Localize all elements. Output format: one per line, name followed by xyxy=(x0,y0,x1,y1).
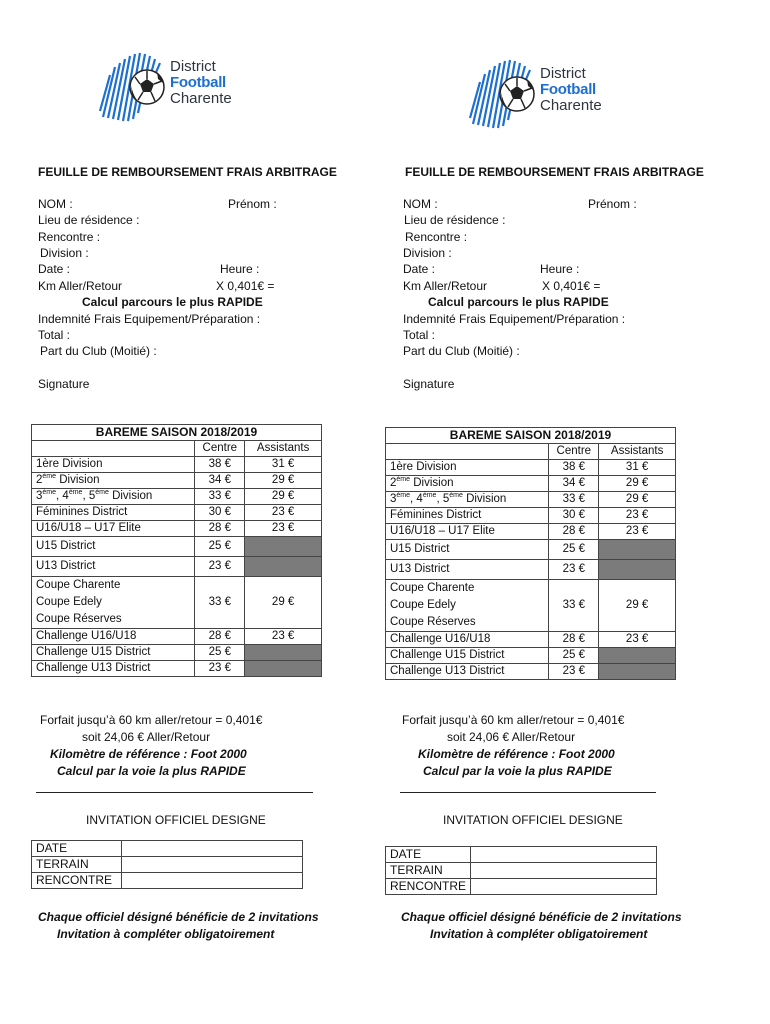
ordinal-suffix: ème xyxy=(95,489,109,497)
footer-line-1: Chaque officiel désigné bénéficie de 2 invitations xyxy=(401,910,682,924)
ordinal-suffix: ème xyxy=(68,489,83,497)
bareme-row-label-part: , 5 xyxy=(436,493,450,505)
bareme-row-label: Challenge U13 District xyxy=(32,661,195,677)
date-label: Date : xyxy=(38,262,71,276)
bareme-row-centre: 33 € xyxy=(195,577,245,629)
bareme-row-assistants xyxy=(599,664,676,680)
bareme-row-label: U16/U18 – U17 Elite xyxy=(386,524,549,540)
invitation-date-label: DATE xyxy=(32,841,122,857)
bareme-row-centre: 33 € xyxy=(549,580,599,632)
bareme-row-label-line: Coupe Edely xyxy=(36,596,102,608)
signature-label: Signature xyxy=(38,377,90,391)
prenom-label: Prénom : xyxy=(588,197,637,211)
bareme-row xyxy=(32,505,322,521)
heure-label: Heure : xyxy=(220,262,260,276)
bareme-row-label: Challenge U15 District xyxy=(386,648,549,664)
bareme-row-label xyxy=(386,492,549,508)
indemnite-label: Indemnité Frais Equipement/Préparation : xyxy=(403,312,626,326)
bareme-header-assistants: Assistants xyxy=(599,444,676,460)
nom-label: NOM : xyxy=(38,197,73,211)
bareme-row-label-part: , 4 xyxy=(410,493,423,505)
bareme-row-label: Féminines District xyxy=(32,505,195,521)
bareme-row-centre: 23 € xyxy=(195,661,245,677)
prenom-label: Prénom : xyxy=(228,197,277,211)
invitation-title: INVITATION OFFICIEL DESIGNE xyxy=(443,813,623,827)
bareme-row xyxy=(386,664,676,680)
bareme-table xyxy=(31,424,322,677)
logo-line-3: Charente xyxy=(540,97,602,114)
bareme-row xyxy=(386,508,676,524)
bareme-row-label xyxy=(32,577,195,629)
bareme-row-centre: 30 € xyxy=(195,505,245,521)
ordinal-suffix: ème xyxy=(396,492,411,500)
bareme-row-label: U13 District xyxy=(32,557,195,577)
sheet-left xyxy=(0,0,380,1024)
bareme-row-label: Challenge U16/U18 xyxy=(386,632,549,648)
bareme-row-assistants: 23 € xyxy=(245,629,322,645)
footer-line-2: Invitation à compléter obligatoirement xyxy=(57,927,275,941)
bareme-row-label: 1ère Division xyxy=(32,457,195,473)
forfait-line-2: soit 24,06 € Aller/Retour xyxy=(82,730,211,744)
bareme-row-label-line: Coupe Edely xyxy=(390,599,456,611)
bareme-row-label-part: , 5 xyxy=(82,490,96,502)
ordinal-suffix: ème xyxy=(42,489,57,497)
bareme-row xyxy=(386,524,676,540)
bareme-row-label-line: Coupe Charente xyxy=(390,582,475,594)
calcul-note: Calcul parcours le plus RAPIDE xyxy=(428,295,609,309)
bareme-row-assistants: 31 € xyxy=(599,460,676,476)
forfait-line-3: Kilomètre de référence : Foot 2000 xyxy=(50,747,247,761)
lieu-label: Lieu de résidence : xyxy=(404,213,506,227)
logo-line-1: District xyxy=(170,58,216,75)
bareme-header-centre: Centre xyxy=(549,444,599,460)
bareme-row-centre: 30 € xyxy=(549,508,599,524)
km-rate: X 0,401€ = xyxy=(542,279,601,293)
forfait-line-3: Kilomètre de référence : Foot 2000 xyxy=(418,747,615,761)
signature-label: Signature xyxy=(403,377,455,391)
bareme-row-centre: 23 € xyxy=(549,560,599,580)
forfait-line-1: Forfait jusqu’à 60 km aller/retour = 0,401€ xyxy=(402,713,625,727)
bareme-row-assistants: 23 € xyxy=(245,505,322,521)
bareme-row xyxy=(32,537,322,557)
forfait-line-1: Forfait jusqu’à 60 km aller/retour = 0,401€ xyxy=(40,713,263,727)
logo-text xyxy=(170,59,232,107)
bareme-row-label xyxy=(32,489,195,505)
bareme-row-centre: 23 € xyxy=(195,557,245,577)
forfait-line-4: Calcul par la voie la plus RAPIDE xyxy=(423,764,612,778)
invitation-rencontre-label: RENCONTRE xyxy=(386,879,471,895)
bareme-row-assistants xyxy=(599,540,676,560)
bareme-row-assistants: 29 € xyxy=(245,577,322,629)
km-label: Km Aller/Retour xyxy=(38,279,123,293)
sheet-title: FEUILLE DE REMBOURSEMENT FRAIS ARBITRAGE xyxy=(38,165,337,179)
bareme-row-centre: 25 € xyxy=(195,645,245,661)
ordinal-suffix: ème xyxy=(422,492,437,500)
part-club-label: Part du Club (Moitié) : xyxy=(40,344,157,358)
bareme-row-label-line: Coupe Réserves xyxy=(36,613,122,625)
bareme-row-assistants xyxy=(599,648,676,664)
bareme-row xyxy=(386,476,676,492)
bareme-row-centre: 33 € xyxy=(195,489,245,505)
bareme-row-label xyxy=(386,476,549,492)
bareme-row-label: U15 District xyxy=(386,540,549,560)
nom-label: NOM : xyxy=(403,197,438,211)
sheet-title: FEUILLE DE REMBOURSEMENT FRAIS ARBITRAGE xyxy=(405,165,704,179)
bareme-row-assistants: 31 € xyxy=(245,457,322,473)
bareme-row xyxy=(386,648,676,664)
invitation-terrain-label: TERRAIN xyxy=(32,857,122,873)
bareme-row-assistants xyxy=(245,537,322,557)
football-logo-icon xyxy=(95,45,175,125)
ordinal-suffix: ème xyxy=(449,492,463,500)
invitation-table xyxy=(385,846,657,895)
bareme-row-label-line: Coupe Charente xyxy=(36,579,121,591)
bareme-row-label-part: Division xyxy=(56,474,100,486)
date-label: Date : xyxy=(403,262,436,276)
division-label: Division : xyxy=(40,246,89,260)
bareme-row-centre: 23 € xyxy=(549,664,599,680)
bareme-row-label-part: 2 xyxy=(390,477,397,489)
bareme-row-centre: 28 € xyxy=(195,629,245,645)
bareme-header-assistants: Assistants xyxy=(245,441,322,457)
bareme-row-label-part: , 4 xyxy=(56,490,69,502)
bareme-row-label: U15 District xyxy=(32,537,195,557)
bareme-table xyxy=(385,427,676,680)
invitation-terrain-field[interactable] xyxy=(471,863,657,879)
invitation-rencontre-field[interactable] xyxy=(122,873,303,889)
bareme-row xyxy=(32,629,322,645)
bareme-row xyxy=(386,560,676,580)
bareme-row-centre: 34 € xyxy=(549,476,599,492)
bareme-row-centre: 25 € xyxy=(195,537,245,557)
total-label: Total : xyxy=(38,328,71,342)
bareme-row xyxy=(32,521,322,537)
logo-line-3: Charente xyxy=(170,90,232,107)
bareme-row-centre: 38 € xyxy=(549,460,599,476)
invitation-table xyxy=(31,840,303,889)
forfait-line-4: Calcul par la voie la plus RAPIDE xyxy=(57,764,246,778)
logo-line-2: Football xyxy=(170,74,226,91)
bareme-row-centre: 25 € xyxy=(549,540,599,560)
invitation-rencontre-field[interactable] xyxy=(471,879,657,895)
footer-line-2: Invitation à compléter obligatoirement xyxy=(430,927,648,941)
district-logo xyxy=(465,52,635,142)
bareme-row xyxy=(32,457,322,473)
bareme-row-label: 1ère Division xyxy=(386,460,549,476)
bareme-header-empty xyxy=(32,441,195,457)
ordinal-suffix: ème xyxy=(396,476,411,484)
bareme-row-centre: 34 € xyxy=(195,473,245,489)
lieu-label: Lieu de résidence : xyxy=(38,213,140,227)
bareme-row-centre: 28 € xyxy=(195,521,245,537)
bareme-row-assistants xyxy=(599,560,676,580)
part-club-label: Part du Club (Moitié) : xyxy=(403,344,520,358)
calcul-note: Calcul parcours le plus RAPIDE xyxy=(82,295,263,309)
bareme-row-centre: 38 € xyxy=(195,457,245,473)
football-logo-icon xyxy=(465,52,545,132)
bareme-row-assistants: 23 € xyxy=(599,524,676,540)
rencontre-label: Rencontre : xyxy=(405,230,468,244)
forfait-line-2: soit 24,06 € Aller/Retour xyxy=(447,730,576,744)
bareme-row xyxy=(32,645,322,661)
bareme-header-empty xyxy=(386,444,549,460)
district-logo xyxy=(95,45,265,135)
bareme-row-label-part: Division xyxy=(108,490,153,502)
bareme-row xyxy=(32,489,322,505)
bareme-row-assistants: 29 € xyxy=(245,489,322,505)
bareme-title: BAREME SAISON 2018/2019 xyxy=(386,428,676,444)
bareme-row-label xyxy=(386,580,549,632)
indemnite-label: Indemnité Frais Equipement/Préparation : xyxy=(38,312,261,326)
bareme-row xyxy=(386,632,676,648)
bareme-header-centre: Centre xyxy=(195,441,245,457)
invitation-date-label: DATE xyxy=(386,847,471,863)
invitation-date-field[interactable] xyxy=(122,841,303,857)
invitation-rencontre-label: RENCONTRE xyxy=(32,873,122,889)
bareme-row-assistants: 29 € xyxy=(599,580,676,632)
bareme-row-label: U16/U18 – U17 Elite xyxy=(32,521,195,537)
footer-line-1: Chaque officiel désigné bénéficie de 2 invitations xyxy=(38,910,319,924)
bareme-row-centre: 33 € xyxy=(549,492,599,508)
bareme-row-assistants: 23 € xyxy=(599,632,676,648)
bareme-row-label: Féminines District xyxy=(386,508,549,524)
bareme-row-assistants xyxy=(245,661,322,677)
bareme-row-label: Challenge U16/U18 xyxy=(32,629,195,645)
logo-line-1: District xyxy=(540,65,586,82)
invitation-terrain-label: TERRAIN xyxy=(386,863,471,879)
logo-text xyxy=(540,66,602,114)
bareme-row-assistants: 23 € xyxy=(245,521,322,537)
bareme-row xyxy=(32,473,322,489)
bareme-row-assistants: 23 € xyxy=(599,508,676,524)
bareme-row-centre: 28 € xyxy=(549,632,599,648)
rencontre-label: Rencontre : xyxy=(38,230,101,244)
bareme-row-centre: 28 € xyxy=(549,524,599,540)
bareme-row xyxy=(32,661,322,677)
logo-line-2: Football xyxy=(540,81,596,98)
bareme-row xyxy=(386,460,676,476)
bareme-row-label-line: Coupe Réserves xyxy=(390,616,476,628)
bareme-row xyxy=(386,540,676,560)
invitation-date-field[interactable] xyxy=(471,847,657,863)
bareme-row-label-part: 3 xyxy=(36,490,43,502)
km-label: Km Aller/Retour xyxy=(403,279,488,293)
sheet-right xyxy=(385,0,765,1024)
bareme-row xyxy=(386,580,676,632)
bareme-row-assistants: 29 € xyxy=(599,476,676,492)
bareme-row xyxy=(32,577,322,629)
bareme-row-label: Challenge U15 District xyxy=(32,645,195,661)
ordinal-suffix: ème xyxy=(42,473,57,481)
division-label: Division : xyxy=(403,246,452,260)
bareme-row-centre: 25 € xyxy=(549,648,599,664)
bareme-row xyxy=(32,557,322,577)
bareme-row-label xyxy=(32,473,195,489)
invitation-terrain-field[interactable] xyxy=(122,857,303,873)
bareme-row-label-part: 2 xyxy=(36,474,43,486)
bareme-row-label-part: Division xyxy=(410,477,454,489)
bareme-row-assistants xyxy=(245,645,322,661)
separator-line xyxy=(36,792,313,793)
bareme-row-label: U13 District xyxy=(386,560,549,580)
bareme-row-label-part: 3 xyxy=(390,493,397,505)
bareme-row-assistants: 29 € xyxy=(599,492,676,508)
separator-line xyxy=(400,792,656,793)
bareme-row xyxy=(386,492,676,508)
bareme-row-assistants xyxy=(245,557,322,577)
bareme-row-assistants: 29 € xyxy=(245,473,322,489)
heure-label: Heure : xyxy=(540,262,580,276)
bareme-title: BAREME SAISON 2018/2019 xyxy=(32,425,322,441)
km-rate: X 0,401€ = xyxy=(216,279,275,293)
total-label: Total : xyxy=(403,328,436,342)
invitation-title: INVITATION OFFICIEL DESIGNE xyxy=(86,813,266,827)
bareme-row-label: Challenge U13 District xyxy=(386,664,549,680)
bareme-row-label-part: Division xyxy=(462,493,507,505)
